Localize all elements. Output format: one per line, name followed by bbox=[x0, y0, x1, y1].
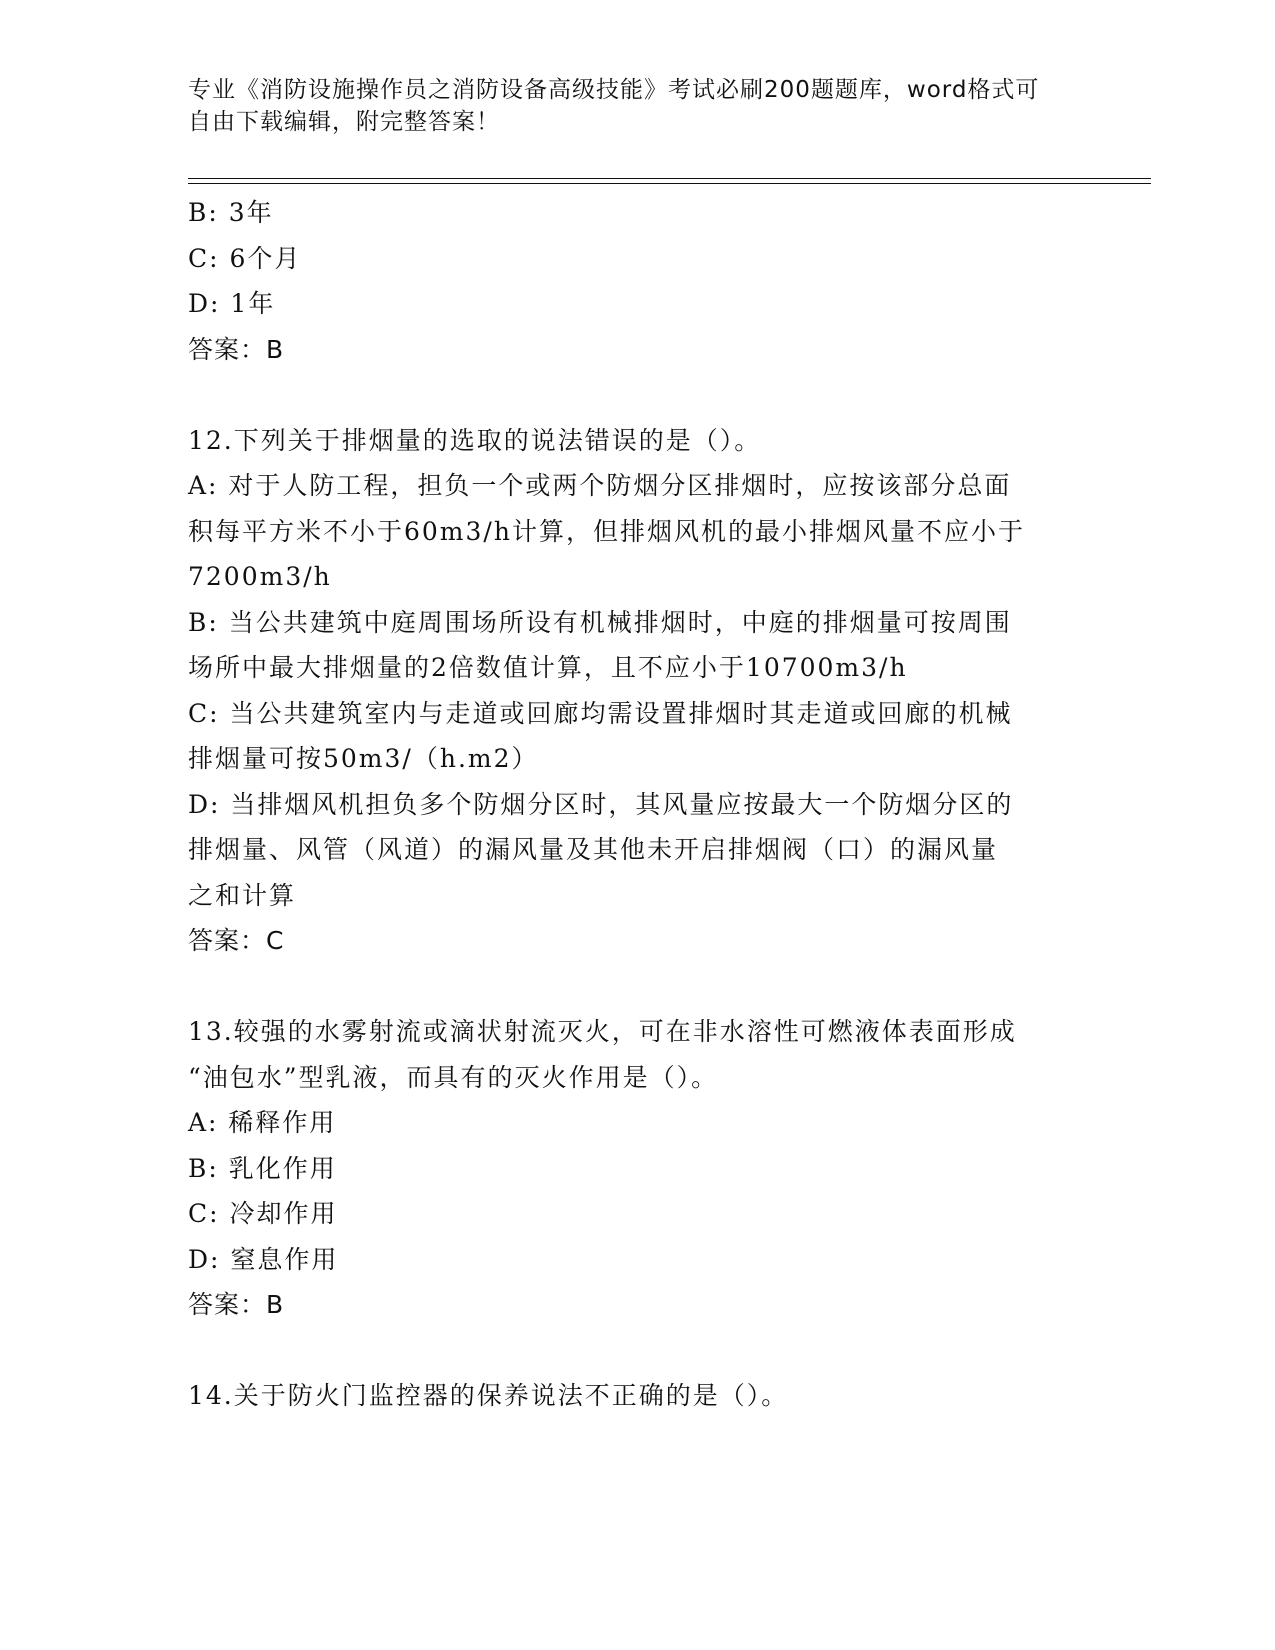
q13-option-b: B: 乳化作用 bbox=[188, 1153, 337, 1183]
previous-question-block bbox=[188, 190, 1088, 372]
header-line-2: 自由下载编辑，附完整答案！ bbox=[188, 109, 500, 135]
document-body bbox=[188, 190, 1088, 1419]
option-c: C: 6个月 bbox=[188, 243, 302, 273]
question-12-block bbox=[188, 418, 1088, 964]
q12-answer: 答案：C bbox=[188, 926, 285, 955]
q13-option-c: C: 冷却作用 bbox=[188, 1199, 338, 1228]
spacer bbox=[188, 372, 1088, 418]
question-12-stem: 12.下列关于排烟量的选取的说法错误的是（）。 bbox=[188, 425, 762, 455]
q12-option-b-line-1: B: 当公共建筑中庭周围场所设有机械排烟时，中庭的排烟量可按周围 bbox=[188, 607, 1012, 637]
document-header bbox=[188, 74, 1068, 138]
q12-option-b-line-2: 场所中最大排烟量的2倍数值计算，且不应小于10700m3/h bbox=[188, 653, 908, 682]
q12-option-a-line-3: 7200m3/h bbox=[188, 562, 332, 591]
spacer bbox=[188, 964, 1088, 1010]
q12-option-d-line-1: D: 当排烟风机担负多个防烟分区时，其风量应按最大一个防烟分区的 bbox=[188, 789, 1014, 819]
q12-option-c-line-2: 排烟量可按50m3/（h.m2） bbox=[188, 744, 539, 773]
spacer bbox=[188, 1328, 1088, 1374]
option-b: B: 3年 bbox=[188, 198, 274, 227]
question-14-stem: 14.关于防火门监控器的保养说法不正确的是（）。 bbox=[188, 1381, 789, 1410]
q12-option-d-line-2: 排烟量、风管（风道）的漏风量及其他未开启排烟阀（口）的漏风量 bbox=[188, 835, 999, 864]
question-13-stem-line-1: 13.较强的水雾射流或滴状射流灭火，可在非水溶性可燃液体表面形成 bbox=[188, 1017, 1017, 1046]
option-d: D: 1年 bbox=[188, 289, 276, 318]
header-rule-bottom bbox=[188, 183, 1151, 184]
q13-option-d: D: 窒息作用 bbox=[188, 1244, 339, 1274]
q12-option-c-line-1: C: 当公共建筑室内与走道或回廊均需设置排烟时其走道或回廊的机械 bbox=[188, 698, 1013, 728]
q13-option-a: A: 稀释作用 bbox=[188, 1108, 337, 1137]
header-line-1: 专业《消防设施操作员之消防设备高级技能》考试必刷200题题库，word格式可 bbox=[188, 77, 1040, 103]
q12-option-a-line-1: A: 对于人防工程，担负一个或两个防烟分区排烟时，应按该部分总面 bbox=[188, 471, 1012, 500]
q12-option-d-line-3: 之和计算 bbox=[188, 880, 297, 910]
question-13-block bbox=[188, 1009, 1088, 1328]
answer-line: 答案：B bbox=[188, 334, 285, 364]
header-rule-top bbox=[188, 178, 1151, 179]
question-13-stem-line-2: “油包水”型乳液，而具有的灭火作用是（）。 bbox=[188, 1062, 719, 1092]
question-14-block bbox=[188, 1373, 1088, 1419]
q13-answer: 答案：B bbox=[188, 1290, 285, 1319]
q12-option-a-line-2: 积每平方米不小于60m3/h计算，但排烟风机的最小排烟风量不应小于 bbox=[188, 516, 1025, 546]
